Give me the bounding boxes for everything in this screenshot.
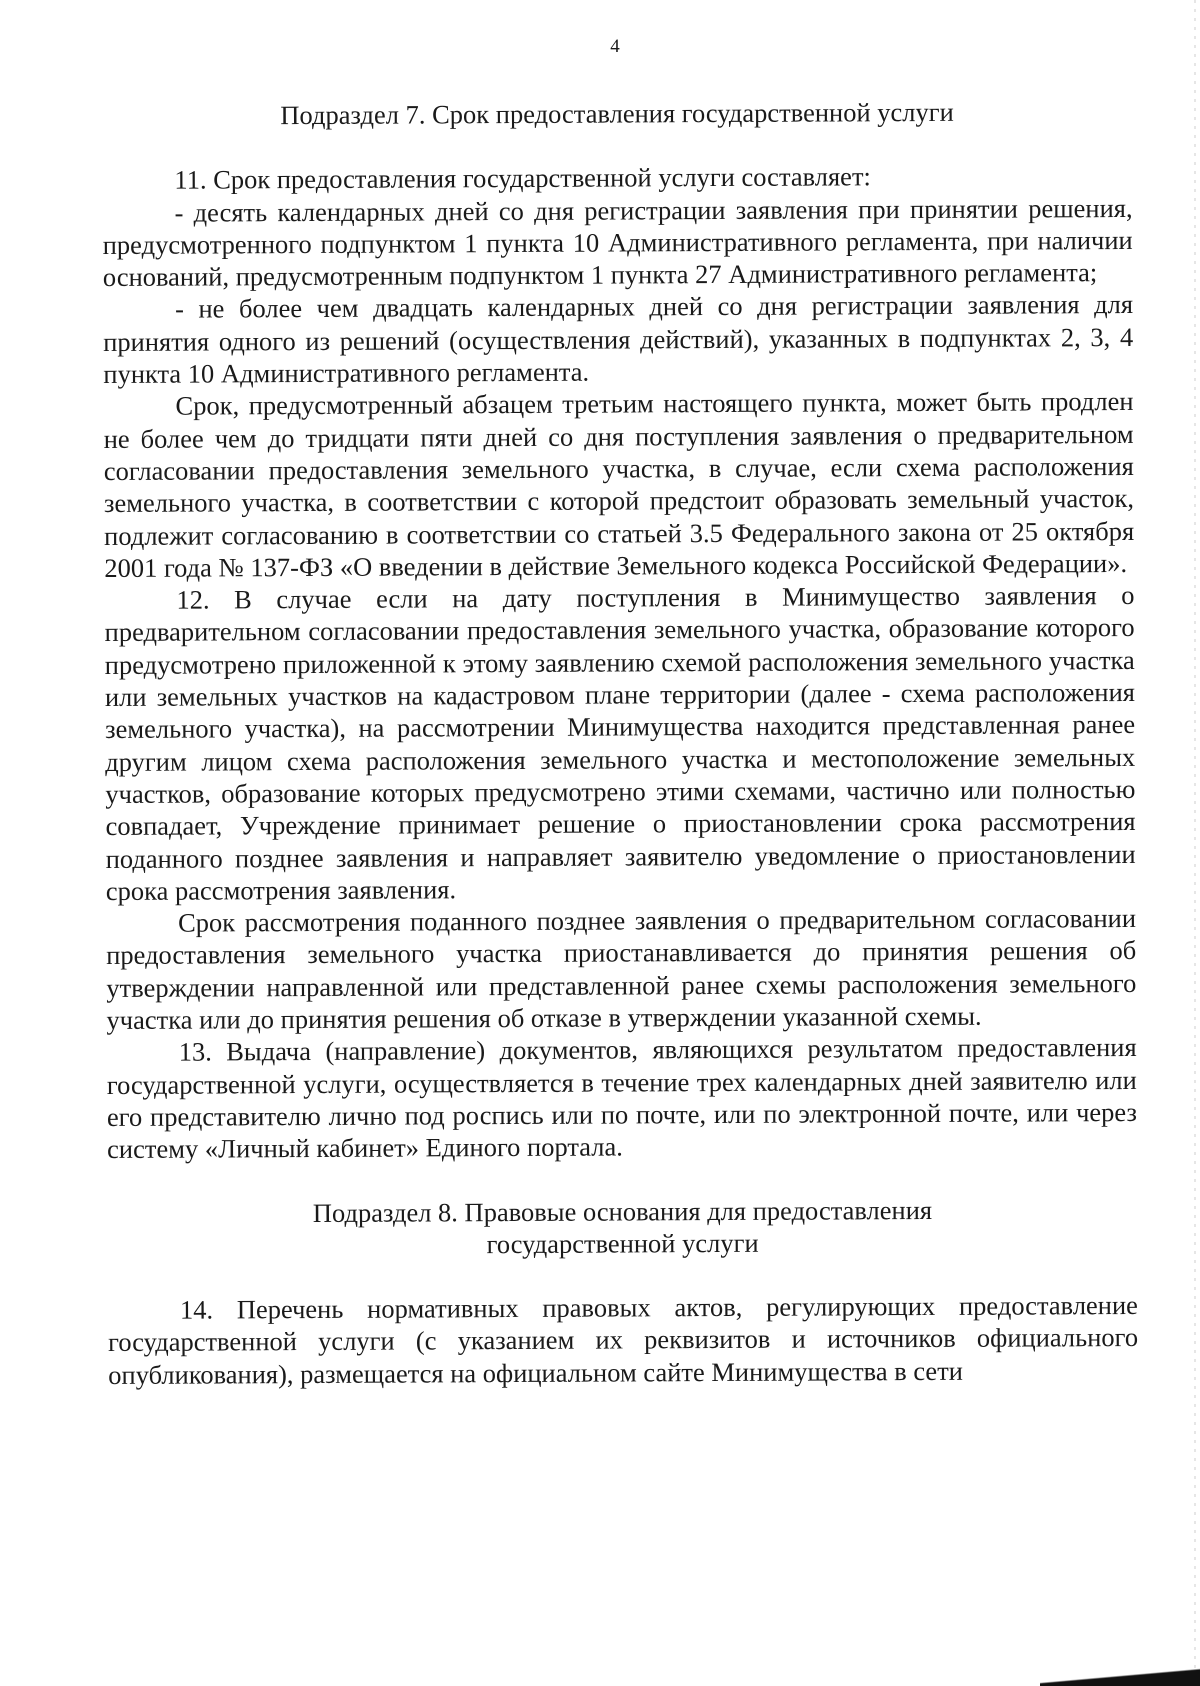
subsection-8-heading-line-1: Подраздел 8. Правовые основания для предоставления — [312, 1194, 933, 1228]
scan-corner-artifact — [1040, 1668, 1200, 1686]
scan-edge-artifact — [1194, 0, 1196, 1686]
paragraph-11-item-1: - десять календарных дней со дня регистрации заявления при принятии решения, предусмотренного подпунктом 1 пункта 10 Административного регламента, при наличии оснований, предусмотренным подпунктом 1 пункта 27 Административного регламента; — [102, 192, 1133, 293]
paragraph-12: 12. В случае если на дату поступления в Минимущество заявления о предварительном согласовании предоставления земельного участка, образование которого предусмотрено приложенной к этому заявлению схемой расположения земельного участка или земельных участков на кадастровом плане территории (далее - схема расположения земельного участка), на рассмотрении Минимущества находится представленная ранее другим лицом схема расположения земельного участка и местоположение земельных участков, образование которых предусмотрено этими схемами, частично или полностью совпадает, Учреждение принимает решение о приостановлении срока рассмотрения поданного позднее заявления и направляет заявителю уведомление о приостановлении срока рассмотрения заявления. — [104, 580, 1136, 906]
paragraph-11-intro: 11. Срок предоставления государственной услуги составляет: — [174, 161, 871, 195]
page-number: 4 — [610, 36, 620, 57]
subsection-8-heading-line-2: государственной услуги — [486, 1227, 759, 1259]
subsection-7-heading: Подраздел 7. Срок предоставления государственной услуги — [280, 96, 954, 131]
paragraph-11-extension: Срок, предусмотренный абзацем третьим настоящего пункта, может быть продлен не более чем до тридцати пяти дней со дня поступления заявления о предварительном согласовании предоставления земельного участка, в случае, если схема расположения земельного участка, в соответствии с которой предстоит образовать земельный участок, подлежит согласованию в соответствии со статьей 3.5 Федерального закона от 25 октября 2001 года № 137-ФЗ «О введении в действие Земельного кодекса Российской Федерации». — [103, 386, 1135, 583]
paragraph-14: 14. Перечень нормативных правовых актов, регулирующих предоставление государственной услуги (с указанием их реквизитов и источников официального опубликования), размещается на официальном сайте Минимущества в сети — [107, 1290, 1139, 1390]
paragraph-13: 13. Выдача (направление) документов, являющихся результатом предоставления государственной услуги, осуществляется в течение трех календарных дней заявителю или его представителю лично под роспись или по почте, или по электронной почте, или через систему «Личный кабинет» Единого портала. — [106, 1032, 1138, 1165]
paragraph-11-item-2: - не более чем двадцать календарных дней со дня регистрации заявления для принятия одного из решений (осуществления действий), указанных в подпунктах 2, 3, 4 пункта 10 Административного регламента. — [103, 289, 1134, 390]
paragraph-12-suspension: Срок рассмотрения поданного позднее заявления о предварительном согласовании предоставления земельного участка приостанавливается до принятия решения об утверждении направленной или представленной ранее схемы расположения земельного участка или до принятия решения об отказе в утверждении указанной схемы. — [106, 903, 1137, 1036]
document-body — [102, 95, 1138, 1391]
subsection-8-heading — [107, 1192, 1137, 1262]
